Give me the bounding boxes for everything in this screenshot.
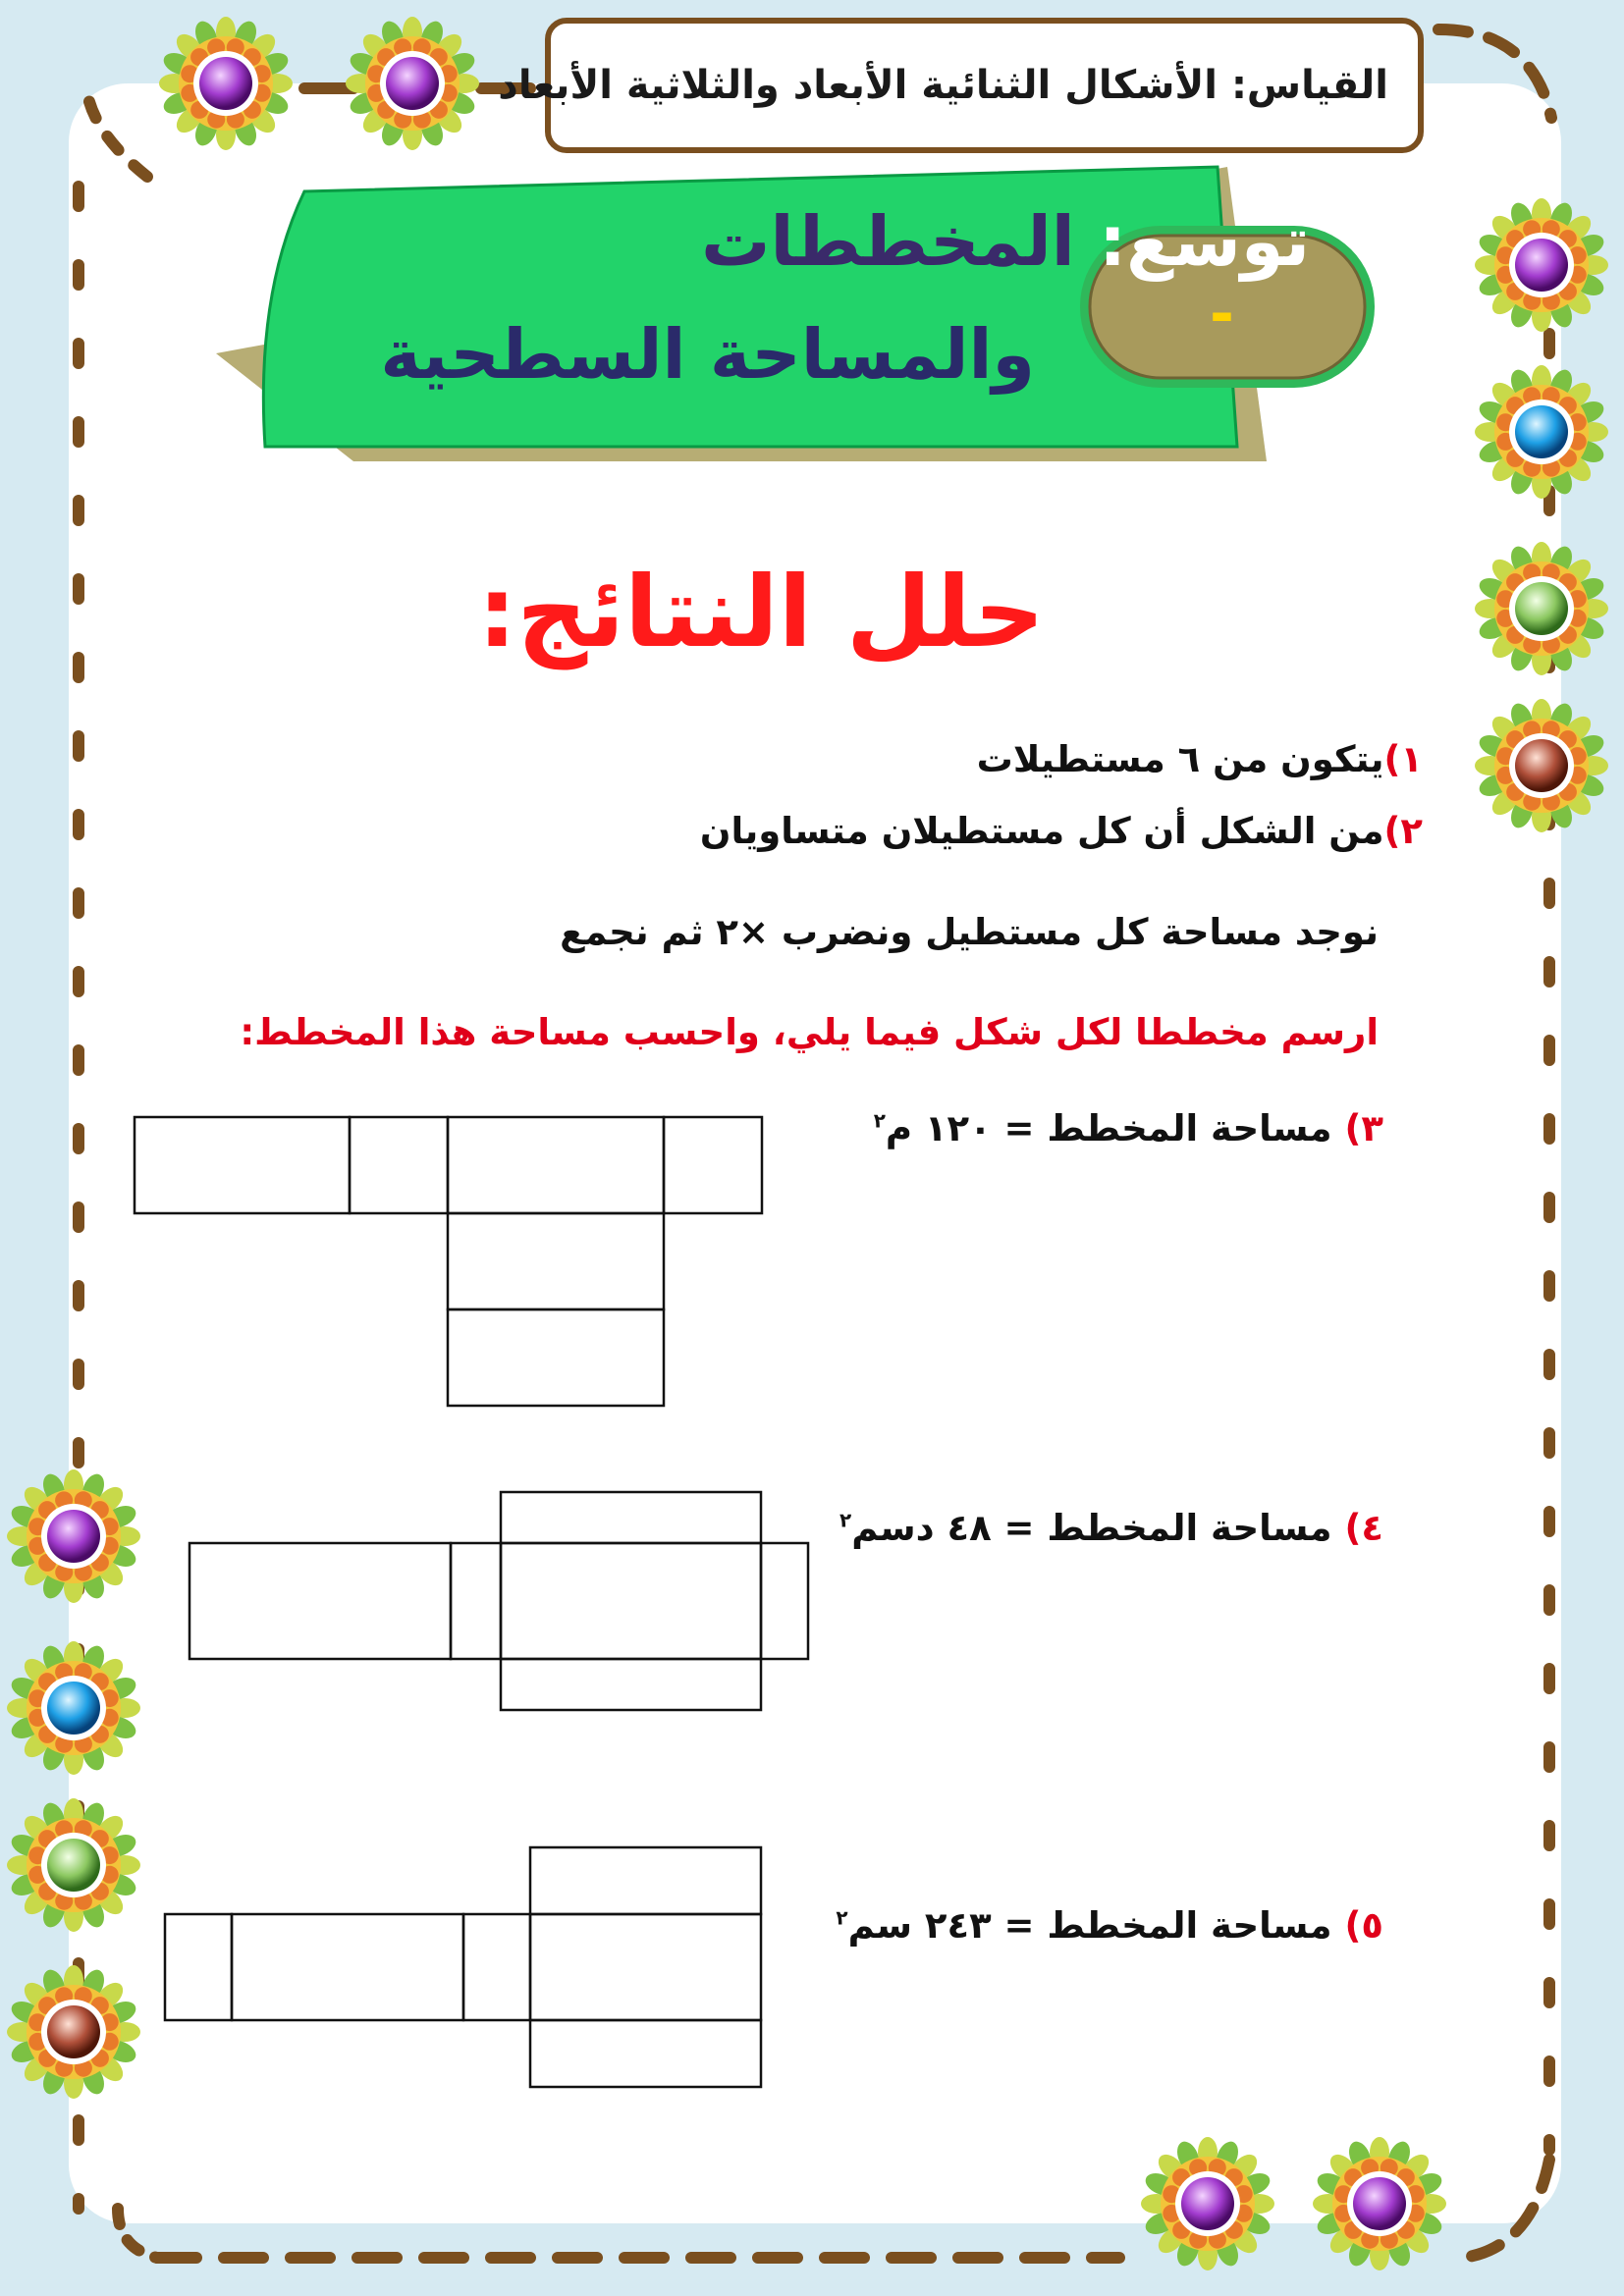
exercise-text: مساحة المخطط = ٢٤٣ سم (847, 1904, 1332, 1947)
net-rect (448, 1213, 664, 1309)
exercise-number: ٥) (1344, 1904, 1383, 1947)
exercise-text: مساحة المخطط = ٤٨ دسم (851, 1507, 1332, 1549)
answer-text: من الشكل أن كل مستطيلان متساويان (699, 810, 1384, 852)
net-rect (530, 1914, 761, 2020)
net-rect (350, 1117, 448, 1213)
net-rect (530, 1847, 761, 1914)
net-rect (530, 2020, 761, 2087)
banner-title-word: المخططات (701, 201, 1075, 282)
net-rect (165, 1914, 232, 2020)
subject-title: القياس: الأشكال الثنائية الأبعاد والثلاثية الأبعاد (498, 63, 1388, 108)
exercise-number: ٣) (1344, 1107, 1383, 1149)
exercise-number: ٤) (1344, 1507, 1383, 1549)
answer-text: يتكون من ٦ مستطيلات (976, 738, 1384, 780)
net-rect (761, 1543, 808, 1659)
net-rect (501, 1659, 761, 1710)
instruction-text: ارسم مخططا لكل شكل فيما يلي، واحسب مساحة هذا المخطط: (240, 1011, 1379, 1053)
net-rect (448, 1309, 664, 1406)
net-rect (189, 1543, 451, 1659)
net-rect (448, 1117, 664, 1213)
net-rect (463, 1914, 530, 2020)
answer-number: ٢) (1383, 810, 1423, 852)
method-note: نوجد مساحة كل مستطيل ونضرب ×٢ ثم نجمع (560, 911, 1379, 953)
net-rect (501, 1492, 761, 1543)
net-exercise-4 (189, 1492, 808, 1710)
net-exercise-3 (135, 1117, 762, 1406)
exercise-text: مساحة المخطط = ١٢٠ م (885, 1107, 1332, 1149)
answer-number: ١) (1383, 738, 1423, 780)
net-exercise-5 (165, 1847, 761, 2087)
exercise-exponent: ٢ (873, 1108, 886, 1133)
banner-title-line2: والمساحة السطحية (380, 314, 1035, 395)
banner-prefix: توسع: (1099, 201, 1310, 282)
exercise-exponent: ٢ (839, 1508, 852, 1532)
net-rect (501, 1543, 761, 1659)
net-rect (451, 1543, 501, 1659)
net-rect (135, 1117, 350, 1213)
net-rect (664, 1117, 762, 1213)
exercise-exponent: ٢ (836, 1905, 848, 1930)
net-rect (232, 1914, 463, 2020)
lesson-number: - (1210, 280, 1234, 348)
results-heading: حلل النتائج: (477, 555, 1045, 669)
